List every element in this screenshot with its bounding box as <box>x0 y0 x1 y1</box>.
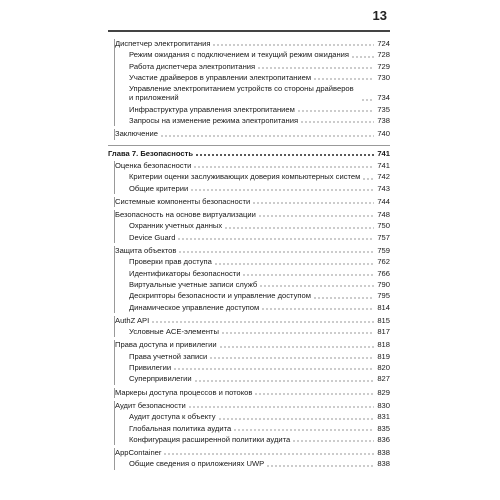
toc-chapter-entry <box>108 149 390 158</box>
toc-entry-page: 742 <box>377 172 390 182</box>
toc-entry-page: 738 <box>377 116 390 126</box>
toc-entry-title: Оценка безопасности <box>115 160 192 170</box>
toc-entry-page: 735 <box>377 104 390 114</box>
toc-entry <box>115 374 390 383</box>
toc-entry-title: Охранник учетных данных <box>129 221 223 231</box>
toc-entry-title: Суперпривилегии <box>129 374 192 384</box>
toc-entry-page: 724 <box>377 39 390 48</box>
toc-entry <box>115 246 390 255</box>
dot-leader <box>160 131 374 137</box>
toc-section-group <box>114 340 390 384</box>
toc-entry-title: Безопасность на основе виртуализации <box>115 210 256 220</box>
dot-leader <box>351 52 374 58</box>
dot-leader <box>242 270 374 276</box>
toc-entry-title: Общие сведения о приложениях UWP <box>129 459 265 469</box>
toc-entry-page: 741 <box>377 160 390 170</box>
toc-entry-page: 729 <box>377 61 390 71</box>
toc-entry-page: 838 <box>377 448 390 458</box>
toc-entry <box>115 303 390 312</box>
dot-leader <box>218 414 374 420</box>
toc-entry-page: 831 <box>377 412 390 422</box>
toc-section-group <box>114 210 390 243</box>
toc-entry <box>115 62 390 71</box>
dot-leader <box>266 461 374 467</box>
toc-section-group <box>114 197 390 207</box>
toc-entry-title: Привилегии <box>129 363 172 373</box>
dot-leader <box>252 198 374 204</box>
dot-leader <box>258 211 374 217</box>
toc-entry-title: Динамическое управление доступом <box>129 302 260 312</box>
toc-entry-page: 757 <box>377 232 390 242</box>
toc-entry <box>115 73 390 82</box>
toc-entry-page: 744 <box>377 196 390 206</box>
toc-entry <box>115 424 390 433</box>
dot-leader <box>261 304 374 310</box>
toc-entry-page: 820 <box>377 363 390 373</box>
toc-entry-page: 830 <box>377 400 390 410</box>
dot-leader <box>313 293 374 299</box>
toc-entry-title: Участие драйверов в управлении электропитанием <box>129 72 312 82</box>
dot-leader <box>193 162 374 168</box>
toc-entry-page: 795 <box>377 291 390 301</box>
toc-entry-title: Маркеры доступа процессов и потоков <box>115 387 253 397</box>
toc-entry <box>115 161 390 170</box>
toc-entry <box>115 221 390 230</box>
toc-entry-title: Права доступа и привилегии <box>115 340 217 350</box>
toc-entry <box>115 316 390 325</box>
dot-leader <box>292 436 374 442</box>
toc-entry <box>115 280 390 289</box>
toc-entry-title: AppContainer <box>115 448 162 458</box>
toc-entry-page: 750 <box>377 221 390 231</box>
toc-entry <box>115 210 390 219</box>
toc-entry-title: Работа диспетчера электропитания <box>129 61 256 71</box>
dot-leader <box>194 376 374 382</box>
toc-entry-title: Инфраструктура управления электропитанием <box>129 104 295 114</box>
toc-entry-page: 819 <box>377 351 390 361</box>
dot-leader <box>257 63 374 69</box>
dot-leader <box>233 425 374 431</box>
toc-entry-title: AuthZ API <box>115 315 150 325</box>
toc-entry-page: 835 <box>377 423 390 433</box>
toc-entry-page: 766 <box>377 268 390 278</box>
toc-section-group <box>114 388 390 398</box>
toc-entry-page: 836 <box>377 434 390 444</box>
dot-leader <box>362 174 374 180</box>
toc-entry <box>115 352 390 361</box>
toc-entry <box>115 291 390 300</box>
toc-entry <box>115 233 390 242</box>
toc-entry <box>115 116 390 125</box>
toc-entry <box>115 448 390 457</box>
toc-entry-page: 759 <box>377 246 390 256</box>
toc-entry-page: 838 <box>377 459 390 469</box>
toc-entry-title: Запросы на изменение режима электропитания <box>129 116 299 126</box>
toc-entry-title: Device Guard <box>129 232 176 242</box>
toc-entry <box>115 172 390 181</box>
toc-entry-page: 748 <box>377 210 390 220</box>
page-number: 13 <box>372 8 387 23</box>
toc-entry <box>115 363 390 372</box>
toc-entry <box>115 388 390 397</box>
toc-entry-page: 740 <box>377 129 390 139</box>
dot-leader <box>195 150 374 156</box>
toc-entry-page: 827 <box>377 374 390 384</box>
toc-entry <box>115 84 390 103</box>
dot-leader <box>224 223 374 229</box>
toc-entry-title: Условные ACE-элементы <box>129 327 219 337</box>
toc-entry-page: 814 <box>377 302 390 312</box>
toc-entry-title: Системные компоненты безопасности <box>115 196 251 206</box>
dot-leader <box>361 95 374 101</box>
toc-entry-page: 741 <box>377 148 390 158</box>
toc-entry-title: Аудит безопасности <box>115 400 186 410</box>
toc-entry-page: 815 <box>377 315 390 325</box>
dot-leader <box>163 449 374 455</box>
toc-section-group <box>114 401 390 445</box>
header-rule <box>108 30 390 32</box>
toc-entry-title: Заключение <box>115 129 159 139</box>
table-of-contents <box>108 36 390 470</box>
dot-leader <box>254 389 374 395</box>
toc-entry <box>115 327 390 336</box>
toc-entry-title: Общие критерии <box>129 183 189 193</box>
toc-entry <box>115 412 390 421</box>
toc-entry <box>115 269 390 278</box>
toc-entry <box>115 435 390 444</box>
dot-leader <box>300 117 374 123</box>
dot-leader <box>173 364 374 370</box>
dot-leader <box>177 234 374 240</box>
toc-entry-title: Глобальная политика аудита <box>129 423 232 433</box>
toc-entry-title: Дескрипторы безопасности и управление доступом <box>129 291 311 301</box>
toc-section-group <box>114 246 390 313</box>
toc-entry-page: 734 <box>377 93 390 103</box>
toc-entry-page: 790 <box>377 279 390 289</box>
toc-section-group <box>114 448 390 470</box>
toc-entry <box>115 257 390 266</box>
toc-entry <box>115 129 390 138</box>
toc-entry-title: Режим ожидания с подключением и текущий режим ожидания <box>129 50 350 60</box>
toc-entry <box>115 39 390 48</box>
dot-leader <box>151 317 374 323</box>
toc-entry <box>115 401 390 410</box>
toc-entry-page: 817 <box>377 327 390 337</box>
toc-entry-title: Диспетчер электропитания <box>115 39 211 48</box>
toc-entry <box>115 459 390 468</box>
toc-entry <box>115 105 390 114</box>
dot-leader <box>188 402 374 408</box>
toc-entry <box>115 340 390 349</box>
dot-leader <box>212 40 374 46</box>
toc-entry-page: 728 <box>377 50 390 60</box>
toc-entry-title: Права учетной записи <box>129 351 208 361</box>
toc-entry-page: 743 <box>377 183 390 193</box>
toc-entry-title: Виртуальные учетные записи служб <box>129 279 258 289</box>
toc-section-group <box>114 316 390 338</box>
toc-entry-page: 762 <box>377 257 390 267</box>
toc-entry-title: Критерии оценки заслуживающих доверия компьютерных систем <box>129 172 361 182</box>
dot-leader <box>297 106 374 112</box>
dot-leader <box>209 353 374 359</box>
toc-entry-title: Аудит доступа к объекту <box>129 412 216 422</box>
dot-leader <box>214 259 374 265</box>
dot-leader <box>190 185 374 191</box>
toc-section-group <box>114 161 390 194</box>
toc-entry <box>115 50 390 59</box>
dot-leader <box>313 74 374 80</box>
toc-section-group <box>114 39 390 126</box>
toc-section-group <box>114 129 390 139</box>
dot-leader <box>259 281 374 287</box>
dot-leader <box>221 328 374 334</box>
toc-entry <box>115 184 390 193</box>
toc-entry-page: 829 <box>377 387 390 397</box>
toc-entry-page: 818 <box>377 340 390 350</box>
toc-entry-title: Конфигурация расширенной политики аудита <box>129 434 291 444</box>
toc-entry-title: Управление электропитанием устройств со стороны драйверов и приложений <box>129 84 354 103</box>
toc-entry-title: Проверки прав доступа <box>129 257 212 267</box>
dot-leader <box>178 247 374 253</box>
toc-entry-page: 730 <box>377 72 390 82</box>
toc-entry-title: Идентификаторы безопасности <box>129 268 241 278</box>
toc-entry-title: Защита объектов <box>115 246 177 256</box>
dot-leader <box>219 342 374 348</box>
toc-entry-title: Глава 7. Безопасность <box>108 148 193 158</box>
toc-entry <box>115 197 390 206</box>
chapter-separator <box>108 145 390 146</box>
